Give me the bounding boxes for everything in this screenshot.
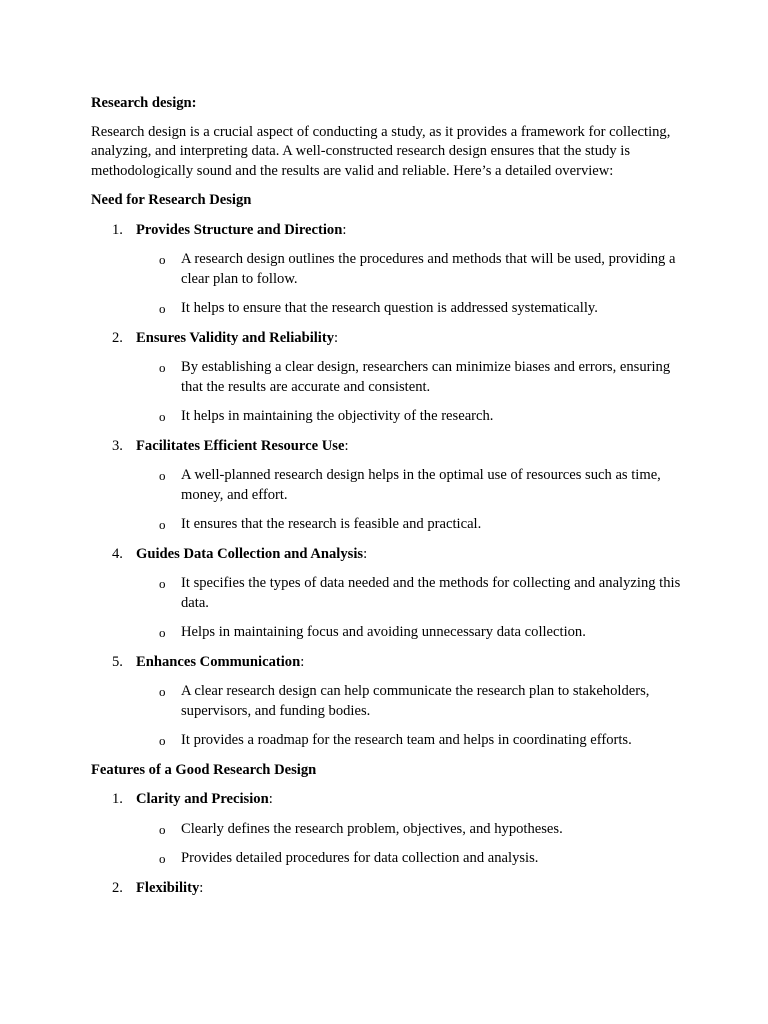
sub-point-text: It provides a roadmap for the research team and helps in coordinating efforts. [181,732,632,748]
bullet-icon: o [159,468,166,483]
features-section [91,761,681,899]
item-colon: : [344,437,349,454]
item-title: Provides Structure and Direction [136,221,343,238]
sub-point-text: A well-planned research design helps in the optimal use of resources such as time, money, and effort. [181,467,661,503]
sub-point [91,574,681,613]
sub-point-text: By establishing a clear design, researchers can minimize biases and errors, ensuring that the results are accurate and consistent. [181,359,671,395]
item-title: Facilitates Efficient Resource Use [136,437,345,454]
need-heading: Need for Research Design [91,192,252,208]
features-item-1 [91,790,681,869]
bullet-icon: o [159,684,166,699]
item-number: 1. [112,221,123,238]
features-list [91,790,681,898]
item-title: Enhances Communication [136,653,301,670]
item-title: Guides Data Collection and Analysis [136,545,364,562]
item-colon: : [300,653,305,670]
bullet-icon: o [159,409,166,424]
intro-paragraph: Research design is a crucial aspect of conducting a study, as it provides a framework for collecting, analyzing, and interpreting data. A well-constructed research design ensures that the study is methodologically sound and the results are valid and reliable. Here’s a detailed overview: [91,123,671,179]
item-title: Ensures Validity and Reliability [136,329,335,346]
need-list [91,221,681,751]
sub-point-text: A clear research design can help communicate the research plan to stakeholders, supervisors, and funding bodies. [181,683,650,719]
item-colon: : [334,329,339,346]
sub-point [91,358,681,397]
bullet-icon: o [159,851,166,866]
features-item-2 [91,879,681,899]
features-heading: Features of a Good Research Design [91,761,317,778]
item-number: 2. [112,879,123,896]
bullet-icon: o [159,625,166,640]
sub-point-text: Provides detailed procedures for data collection and analysis. [181,850,539,866]
item-number: 3. [112,437,123,454]
sub-point [91,407,681,427]
sub-point-text: Helps in maintaining focus and avoiding unnecessary data collection. [181,624,586,640]
bullet-icon: o [159,821,166,837]
bullet-icon: o [159,733,166,748]
need-item-3 [91,437,681,535]
need-section [91,191,681,751]
item-number: 1. [112,791,123,807]
document-title: Research design: [91,95,197,111]
sub-point [91,682,681,721]
need-item-1 [91,221,681,319]
sub-point [91,515,681,535]
bullet-icon: o [159,576,166,591]
item-colon: : [199,879,204,896]
bullet-icon: o [159,301,166,316]
bullet-icon: o [159,517,166,532]
item-colon: : [342,221,347,238]
item-number: 2. [112,329,123,346]
sub-point [91,299,681,319]
document-page [91,94,681,908]
item-colon: : [363,545,368,562]
sub-point [91,250,681,289]
sub-point-text: It helps to ensure that the research question is addressed systematically. [181,300,598,316]
bullet-icon: o [159,252,166,267]
sub-point [91,849,681,869]
item-title: Flexibility [136,879,200,896]
item-colon: : [268,791,273,807]
sub-point [91,623,681,643]
sub-point [91,820,681,840]
sub-point-text: It specifies the types of data needed and the methods for collecting and analyzing this data. [181,575,681,611]
need-item-5 [91,653,681,751]
need-item-2 [91,329,681,427]
need-item-4 [91,545,681,643]
sub-point [91,466,681,505]
bullet-icon: o [159,360,166,375]
item-number: 5. [112,653,123,670]
sub-point-text: Clearly defines the research problem, objectives, and hypotheses. [181,820,563,837]
sub-point-text: A research design outlines the procedures and methods that will be used, providing a clear plan to follow. [181,251,676,287]
sub-point-text: It helps in maintaining the objectivity of the research. [181,408,494,424]
sub-point-text: It ensures that the research is feasible and practical. [181,516,482,532]
item-number: 4. [112,545,123,562]
sub-point [91,731,681,751]
item-title: Clarity and Precision [136,791,269,807]
